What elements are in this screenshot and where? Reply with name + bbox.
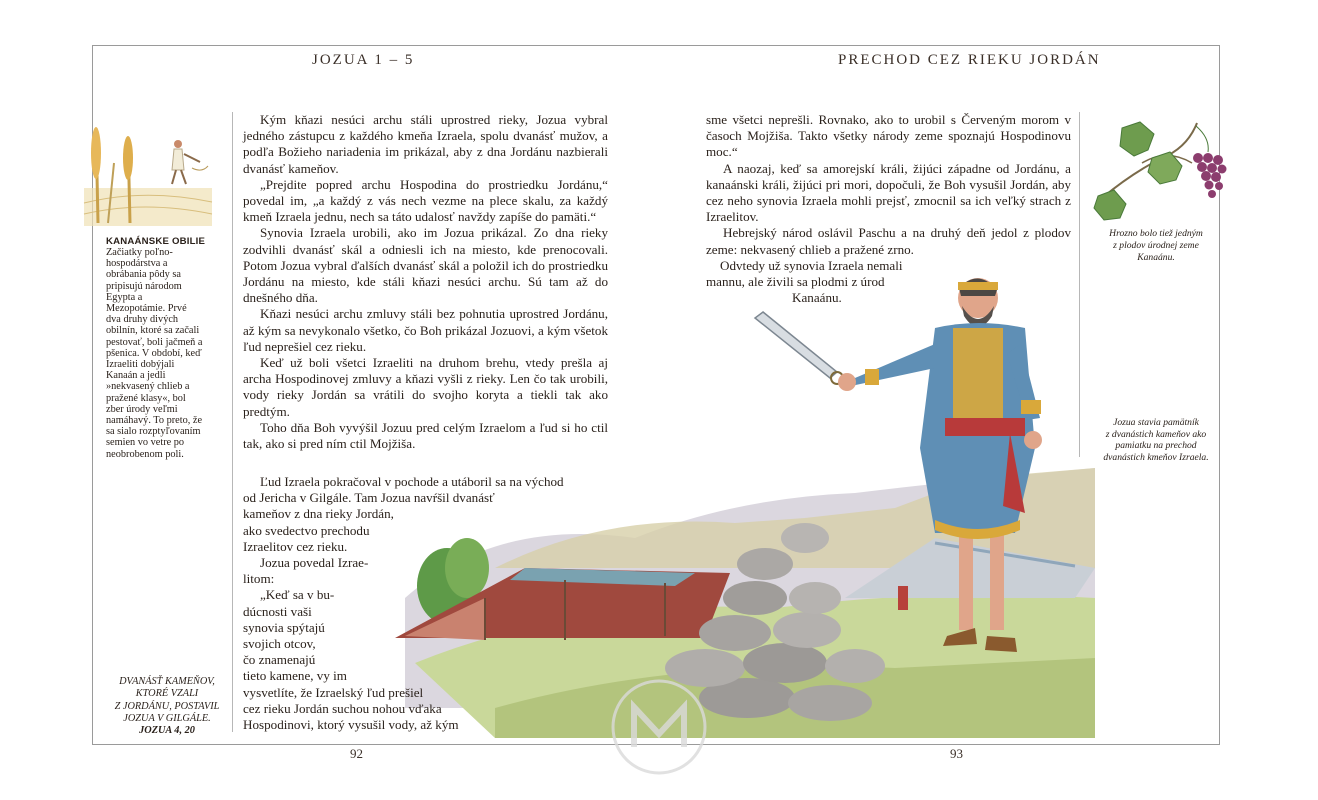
text-line: litom: xyxy=(243,571,275,587)
text-line: svojich otcov, xyxy=(243,636,316,652)
text-line: cez rieku Jordán suchou nohou vďaka xyxy=(243,700,442,716)
paragraph: „Prejdite popred archu Hospodina do prostriedku Jordánu,“ povedal im, „a každý z vás nech vezme na plece skalu, za každý kmeň Izraela jednu, nech sa táto udalosť navždy zapíše do pamäti.“ xyxy=(243,176,608,225)
text-line: synovia spýtajú xyxy=(243,619,325,635)
caption-line: Kanaánu. xyxy=(1137,252,1175,263)
paragraph: Hebrejský národ oslávil Paschu a na druhý deň jedol z plodov zeme: nekvasený chlieb a pražené zrno. xyxy=(706,225,1071,257)
watermark-logo xyxy=(604,672,714,782)
text-line: mannu, ale živili sa plodmi z úrod xyxy=(706,274,885,290)
left-column-divider xyxy=(232,112,233,732)
text-line: Kanaánu. xyxy=(792,290,842,306)
joshua-caption xyxy=(1088,417,1224,463)
caption-line: Hrozno bolo tiež jedným xyxy=(1109,228,1203,239)
paragraph: Kňazi nesúci archu zmluvy stáli bez pohnutia uprostred Jordánu, až kým sa nevykonalo všetko, čo Boh prikázal Jozuovi, a kým všetok ľud neprešiel cez rieku. xyxy=(243,306,608,354)
left-text-column xyxy=(243,112,608,452)
text-line: od Jericha v Gilgále. Tam Jozua navŕšil dvanásť xyxy=(243,490,495,506)
scripture-quote xyxy=(104,676,230,737)
text-line: Jozua povedal Izrae- xyxy=(260,555,369,571)
page-number-right: 93 xyxy=(950,746,963,761)
quote-line: KTORÉ VZALI xyxy=(135,688,199,700)
wheat-illustration xyxy=(84,118,214,228)
sidebar-text: Začiatky poľno-hospodárstva a obrábania pôdy sa pripisujú národom Egypta a Mezopotámie. Prvé dva druhy divých obilnín, ktoré sa začali pestovať, boli jačmeň a pšenica. V období, keď Izraeliti dobýjali Kanaán a jedli »nekvasený chlieb a pražené klasy«, bol zber úrody veľmi namáhavý. To preto, že sa sialo rozptyľovaním semien vo vetre po neobrobenom poli. xyxy=(106,247,203,460)
quote-line: DVANÁSŤ KAMEŇOV, xyxy=(119,676,215,687)
right-running-head: PRECHOD CEZ RIEKU JORDÁN xyxy=(838,52,1101,68)
right-text-column xyxy=(706,112,1071,258)
caption-line: Jozua stavia pamätník xyxy=(1113,417,1199,428)
quote-reference: JOZUA 4, 20 xyxy=(139,725,195,737)
text-line: čo znamenajú xyxy=(243,652,316,668)
text-line: kameňov z dna rieky Jordán, xyxy=(243,506,394,522)
sidebar-heading: KANAÁNSKE OBILIE xyxy=(106,236,206,247)
quote-line: Z JORDÁNU, POSTAVIL xyxy=(114,700,220,712)
text-line: dúcnosti vaši xyxy=(243,603,312,619)
text-line: Odvtedy už synovia Izraela nemali xyxy=(720,258,903,273)
caption-line: pamiatku na prechod xyxy=(1115,440,1197,451)
left-running-head: JOZUA 1 – 5 xyxy=(312,52,415,68)
paragraph: A naozaj, keď sa amorejskí králi, žijúci západne od Jordánu, a kanaánski králi, žijúci pri mori, dopočuli, že Boh vysušil Jordán, aby cez neho synovia Izraela mohli prejsť, zmocnil sa ich veľký strach z Izraelitov. xyxy=(706,160,1071,225)
grapes-caption xyxy=(1090,228,1222,264)
grapes-illustration xyxy=(1092,118,1227,228)
caption-line: dvanástich kmeňov Izraela. xyxy=(1103,451,1209,463)
paragraph: sme všetci neprešli. Rovnako, ako to urobil s Červeným morom v časoch Mojžiša. Takto všetky národy zeme spoznajú Hospodinovu moc.“ xyxy=(706,112,1071,160)
text-line: Ľud Izraela pokračoval v pochode a utáboril sa na východ xyxy=(260,474,564,489)
text-line: vysvetlíte, že Izraelský ľud prešiel xyxy=(243,684,424,700)
page-number-left: 92 xyxy=(350,746,363,761)
text-line: tieto kamene, vy im xyxy=(243,668,347,684)
paragraph: Synovia Izraela urobili, ako im Jozua prikázal. Zo dna rieky zodvihli dvanásť skál a odniesli ich na miesto, kde prenocovali. Potom Jozua vybral ďalších dvanásť skál a položil ich do prostriedku Jordánu na miesto, kde stáli kňazi nesúci archu. Sú tam až do dnešného dňa. xyxy=(243,225,608,306)
text-line: Izraelitov cez rieku. xyxy=(243,538,348,554)
text-line: ako svedectvo prechodu xyxy=(243,522,370,538)
paragraph: Kým kňazi nesúci archu stáli uprostred rieky, Jozua vybral jedného zástupcu z každého kmeňa Izraela, spolu dvanásť mužov, a podľa Božieho nariadenia im prikázal, aby z dna Jordánu nazbierali dvanásť kameňov. xyxy=(243,112,608,176)
caption-line: z dvanástich kameňov ako xyxy=(1105,428,1207,440)
left-wrap-text xyxy=(243,474,564,733)
paragraph: Toho dňa Boh vyvýšil Jozuu pred celým Izraelom a ľud si ho ctil tak, ako si pred ním ctil Mojžiša. xyxy=(243,419,608,452)
paragraph: Keď už boli všetci Izraeliti na druhom brehu, vtedy prešla aj archa Hospodinovej zmluvy a kňazi vyšli z rieky. Len čo tak urobili, vody rieky Jordán sa vrátili do svojho koryta a tiekli tak ako predtým. xyxy=(243,355,608,419)
quote-line: JOZUA V GILGÁLE. xyxy=(123,712,211,724)
right-wrap-text xyxy=(706,258,946,307)
text-line: Hospodinovi, ktorý vysušil vody, až kým xyxy=(243,717,459,733)
caption-line: z plodov úrodnej zeme xyxy=(1113,240,1199,251)
text-line: „Keď sa v bu- xyxy=(260,587,335,603)
